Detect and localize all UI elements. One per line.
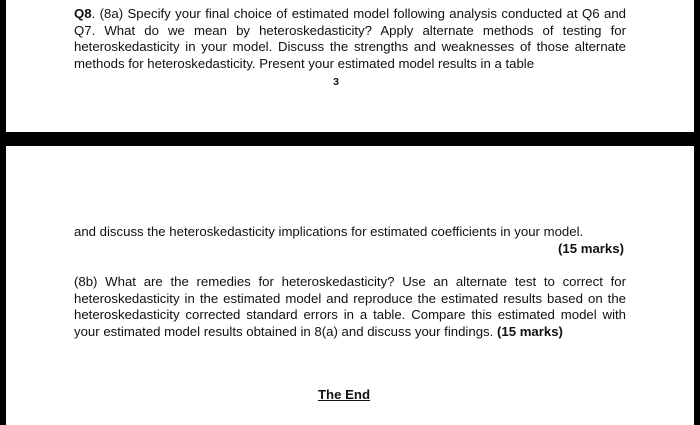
document-page-top [6,0,694,132]
the-end-heading: The End [317,387,371,402]
question-8-label: Q8 [74,6,92,21]
question-8b-text: (8b) What are the remedies for heteroskedasticity? Use an alternate test to correct for heteroskedasticity in the estimated model and reproduce the estimated results based on the heteroskedasticity corrected standard errors in a table. Compare this estimated model with your estimated model results obtained in 8(a) and discuss your findings. [74,274,626,339]
question-8a-marks: (15 marks) [558,241,624,256]
page-number: 3 [333,76,339,88]
question-8a-paragraph [74,6,626,72]
question-8a-text: . (8a) Specify your final choice of estimated model following analysis conducted at Q6 and Q7. What do we mean by heteroskedasticity? Apply alternate methods of testing for heteroskedasticity in your model. Discuss the strengths and weaknesses of those alternate methods for heteroskedasticity. Present your estimated model results in a table [74,6,626,71]
question-8b-paragraph [74,274,626,340]
question-8b-marks: (15 marks) [496,323,563,339]
question-8a-continuation: and discuss the heteroskedasticity implications for estimated coefficients in your model. [74,224,584,239]
document-page-bottom [6,146,694,425]
